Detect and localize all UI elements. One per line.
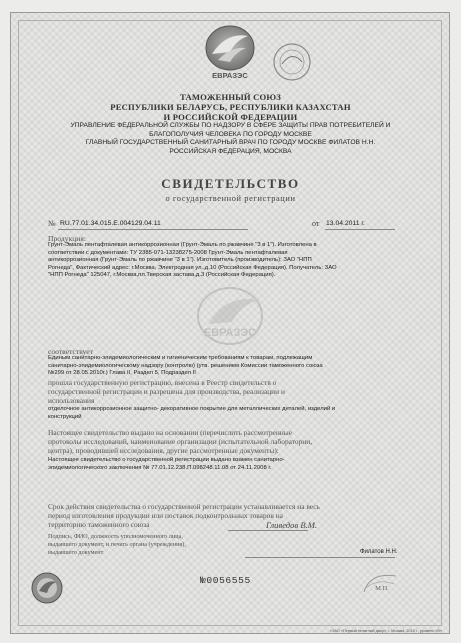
basis-line: протоколы исследований, наименование организации (испытательной лаборатории,	[48, 437, 313, 447]
product-line: соответствии с документами: ТУ 2385-071-13238275-2008 Грунт-Эмаль пентафталевая	[48, 249, 288, 256]
registration-statement	[48, 378, 418, 406]
conformity-line: Единым санитарно-эпидемиологическим и гигиеническим требованиям к товарам, подлежащим	[48, 355, 313, 361]
printer-footer: «ЗАО «Первый печатный двор», г. Москва, 2010 г., уровень «В»	[330, 629, 443, 633]
caption-line: выдавшего документ, и печать органа (учреждения),	[48, 541, 186, 548]
basis-statement	[48, 428, 420, 456]
date-label: от	[312, 219, 320, 228]
statement-line: использования	[48, 396, 95, 406]
validity-statement	[48, 502, 420, 530]
basis-document-line: Настоящее свидетельство о государственной регистрации выдано взамен санитарно-	[48, 457, 285, 463]
eurasec-emblem-icon	[196, 22, 264, 84]
logo-text: ЕВРАЗЭС	[212, 71, 248, 80]
russia-heading: И РОССИЙСКОЙ ФЕДЕРАЦИИ	[163, 112, 298, 122]
watermark-text: ЕВРАЗЭС	[203, 327, 257, 339]
issuing-authority-header	[28, 92, 433, 156]
authority-line: БЛАГОПОЛУЧИЯ ЧЕЛОВЕКА ПО ГОРОДУ МОСКВЕ	[149, 130, 312, 138]
caption-line: выдавшего документ	[48, 549, 104, 556]
signatory-name: Филатов Н.Н.	[360, 549, 398, 555]
caption-line: Подпись, ФИО, должность уполномоченного лица,	[48, 533, 183, 540]
signatory-caption	[48, 533, 258, 557]
product-line: Грунт-Эмаль пентафталевая антикоррозионная (Грунт-Эмаль по ржавчине "3 в 1"). Изготовлена в	[48, 242, 317, 248]
basis-documents	[48, 457, 418, 472]
product-line: Рогнеда", Фактический адрес: г.Москва, Электродная ул.,д.10 (Российская Федерация). Получатель: ЗАО	[48, 264, 337, 271]
number-label: №	[48, 219, 56, 228]
validity-line: территорию таможенного союза	[48, 520, 150, 530]
usage-line: конструкций	[48, 413, 82, 420]
basis-document-line: эпидемиологического заключения № 77.01.12.238.П.098248.11.08 от 24.11.2008 г.	[48, 464, 272, 471]
republics-heading: РЕСПУБЛИКИ БЕЛАРУСЬ, РЕСПУБЛИКИ КАЗАХСТАН	[110, 102, 351, 112]
date-underline	[325, 229, 395, 230]
document-title: СВИДЕТЕЛЬСТВО	[161, 176, 300, 191]
union-heading: ТАМОЖЕННЫЙ СОЮЗ	[179, 92, 282, 102]
registration-number: RU.77.01.34.015.E.004129.04.11	[60, 220, 161, 227]
conformity-line: санитарно-эпидемиологическому надзору (контролю) (утв. решением Комиссии таможенного союза	[48, 362, 323, 369]
authority-line: УПРАВЛЕНИЕ ФЕДЕРАЛЬНОЙ СЛУЖБЫ ПО НАДЗОРУ В СФЕРЕ ЗАЩИТЫ ПРАВ ПОТРЕБИТЕЛЕЙ И	[70, 122, 391, 129]
stamp-text: М.П.	[375, 585, 389, 592]
authority-line: ГЛАВНЫЙ ГОСУДАРСТВЕННЫЙ САНИТАРНЫЙ ВРАЧ ПО ГОРОДУ МОСКВЕ ФИЛАТОВ Н.Н.	[85, 139, 376, 147]
basis-line: центра), проводившей исследования, другие рассмотренные документы):	[48, 446, 279, 456]
number-underline	[58, 229, 248, 230]
product-label: Продукция:	[48, 234, 86, 243]
signature-underline	[228, 530, 308, 531]
basis-line: Настоящее свидетельство выдано на основании (перечислить рассмотренные	[48, 428, 292, 437]
serial-number: №0056555	[200, 575, 251, 586]
eurasec-watermark	[130, 278, 330, 358]
seal-stamp-icon	[360, 566, 400, 598]
authority-line: РОССИЙСКАЯ ФЕДЕРАЦИЯ, МОСКВА	[169, 147, 292, 155]
product-line: "НПП Рогнеда" 125047, г.Москва,пл.Тверская застава,д.3 (Российская Федерация).	[48, 272, 276, 278]
seal-stamp-icon	[270, 40, 314, 84]
registration-date: 13.04.2011 г.	[326, 220, 365, 227]
product-line: антикоррозионная (Грунт-Эмаль по ржавчине "3 в 1"). Изготовитель (производитель): ЗАО "НПП	[48, 257, 312, 263]
handwritten-signature: Гливедов В.М.	[266, 520, 318, 530]
validity-line: период изготовления продукции или поставок подконтрольных товаров на	[48, 511, 283, 521]
validity-line: Срок действия свидетельства о государственной регистрации устанавливается на весь	[48, 502, 320, 511]
conformity-line: №299 от 28.05.2010г.) Глава II, Раздел 5, Подраздел II	[48, 370, 196, 376]
conformity-label: соответствует	[48, 347, 93, 356]
document-subtitle: о государственной регистрации	[165, 194, 296, 203]
usage-description	[48, 406, 418, 421]
statement-line: государственной регистрации и разрешена для производства, реализации и	[48, 387, 285, 397]
eurasec-emblem-icon	[30, 571, 64, 605]
conformity-requirements	[48, 355, 418, 378]
statement-line: прошла государственную регистрацию, внесена в Реестр свидетельств о	[48, 378, 277, 387]
name-underline	[245, 557, 395, 558]
product-description	[48, 242, 418, 280]
usage-line: отделочное антикоррозионное защитно- декоративное покрытие для металлических деталей, изделий и	[48, 406, 336, 412]
